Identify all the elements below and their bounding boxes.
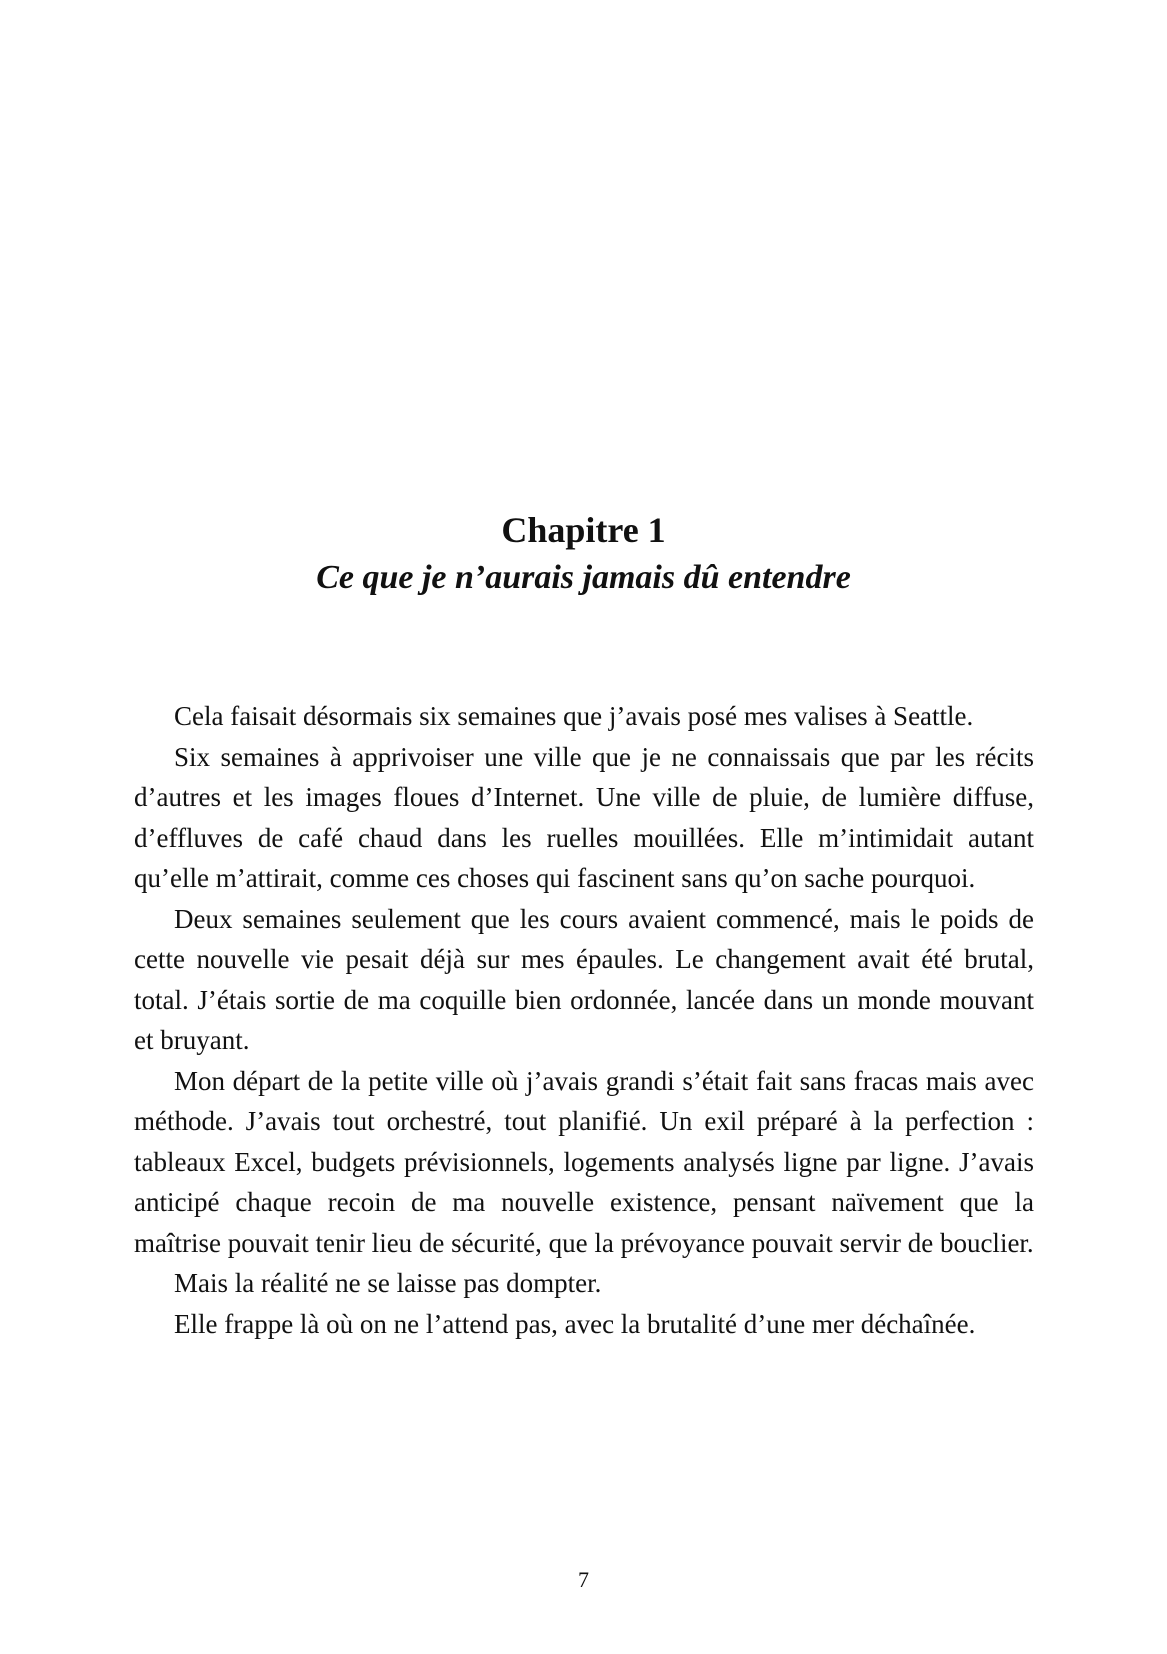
paragraph: Mais la réalité ne se laisse pas dompter.: [174, 1268, 602, 1298]
paragraph: Mon départ de la petite ville où j’avais grandi s’était fait sans fracas mais avec méthode. J’avais tout orchestré, tout planifié. Un exil préparé à la perfection : tableaux Excel, budgets prévisionnels, logements analysés ligne par ligne. J’avais anticipé chaque recoin de ma nouvelle existence, pensant naïvement que la maîtrise pouvait tenir lieu de sécurité, que la prévoyance pouvait servir de bouclier.: [134, 1065, 1034, 1258]
page-number: 7: [578, 1567, 589, 1592]
paragraph: Cela faisait désormais six semaines que j’avais posé mes valises à Seattle.: [174, 701, 974, 731]
paragraph: Deux semaines seulement que les cours avaient commencé, mais le poids de cette nouvelle vie pesait déjà sur mes épaules. Le changement avait été brutal, total. J’étais sortie de ma coquille bien ordonnée, lancée dans un monde mouvant et bruyant.: [134, 903, 1034, 1055]
paragraph: Six semaines à apprivoiser une ville que je ne connaissais que par les récits d’autres et les images floues d’Internet. Une ville de pluie, de lumière diffuse, d’effluves de café chaud dans les ruelles mouillées. Elle m’intimidait autant qu’elle m’attirait, comme ces choses qui fascinent sans qu’on sache pourquoi.: [134, 741, 1034, 893]
chapter-body: [134, 696, 1034, 1344]
paragraph: Elle frappe là où on ne l’attend pas, avec la brutalité d’une mer déchaînée.: [174, 1308, 976, 1339]
chapter-header: [0, 508, 1167, 600]
chapter-number: Chapitre 1: [501, 510, 666, 550]
chapter-title: Ce que je n’aurais jamais dû entendre: [316, 559, 851, 596]
